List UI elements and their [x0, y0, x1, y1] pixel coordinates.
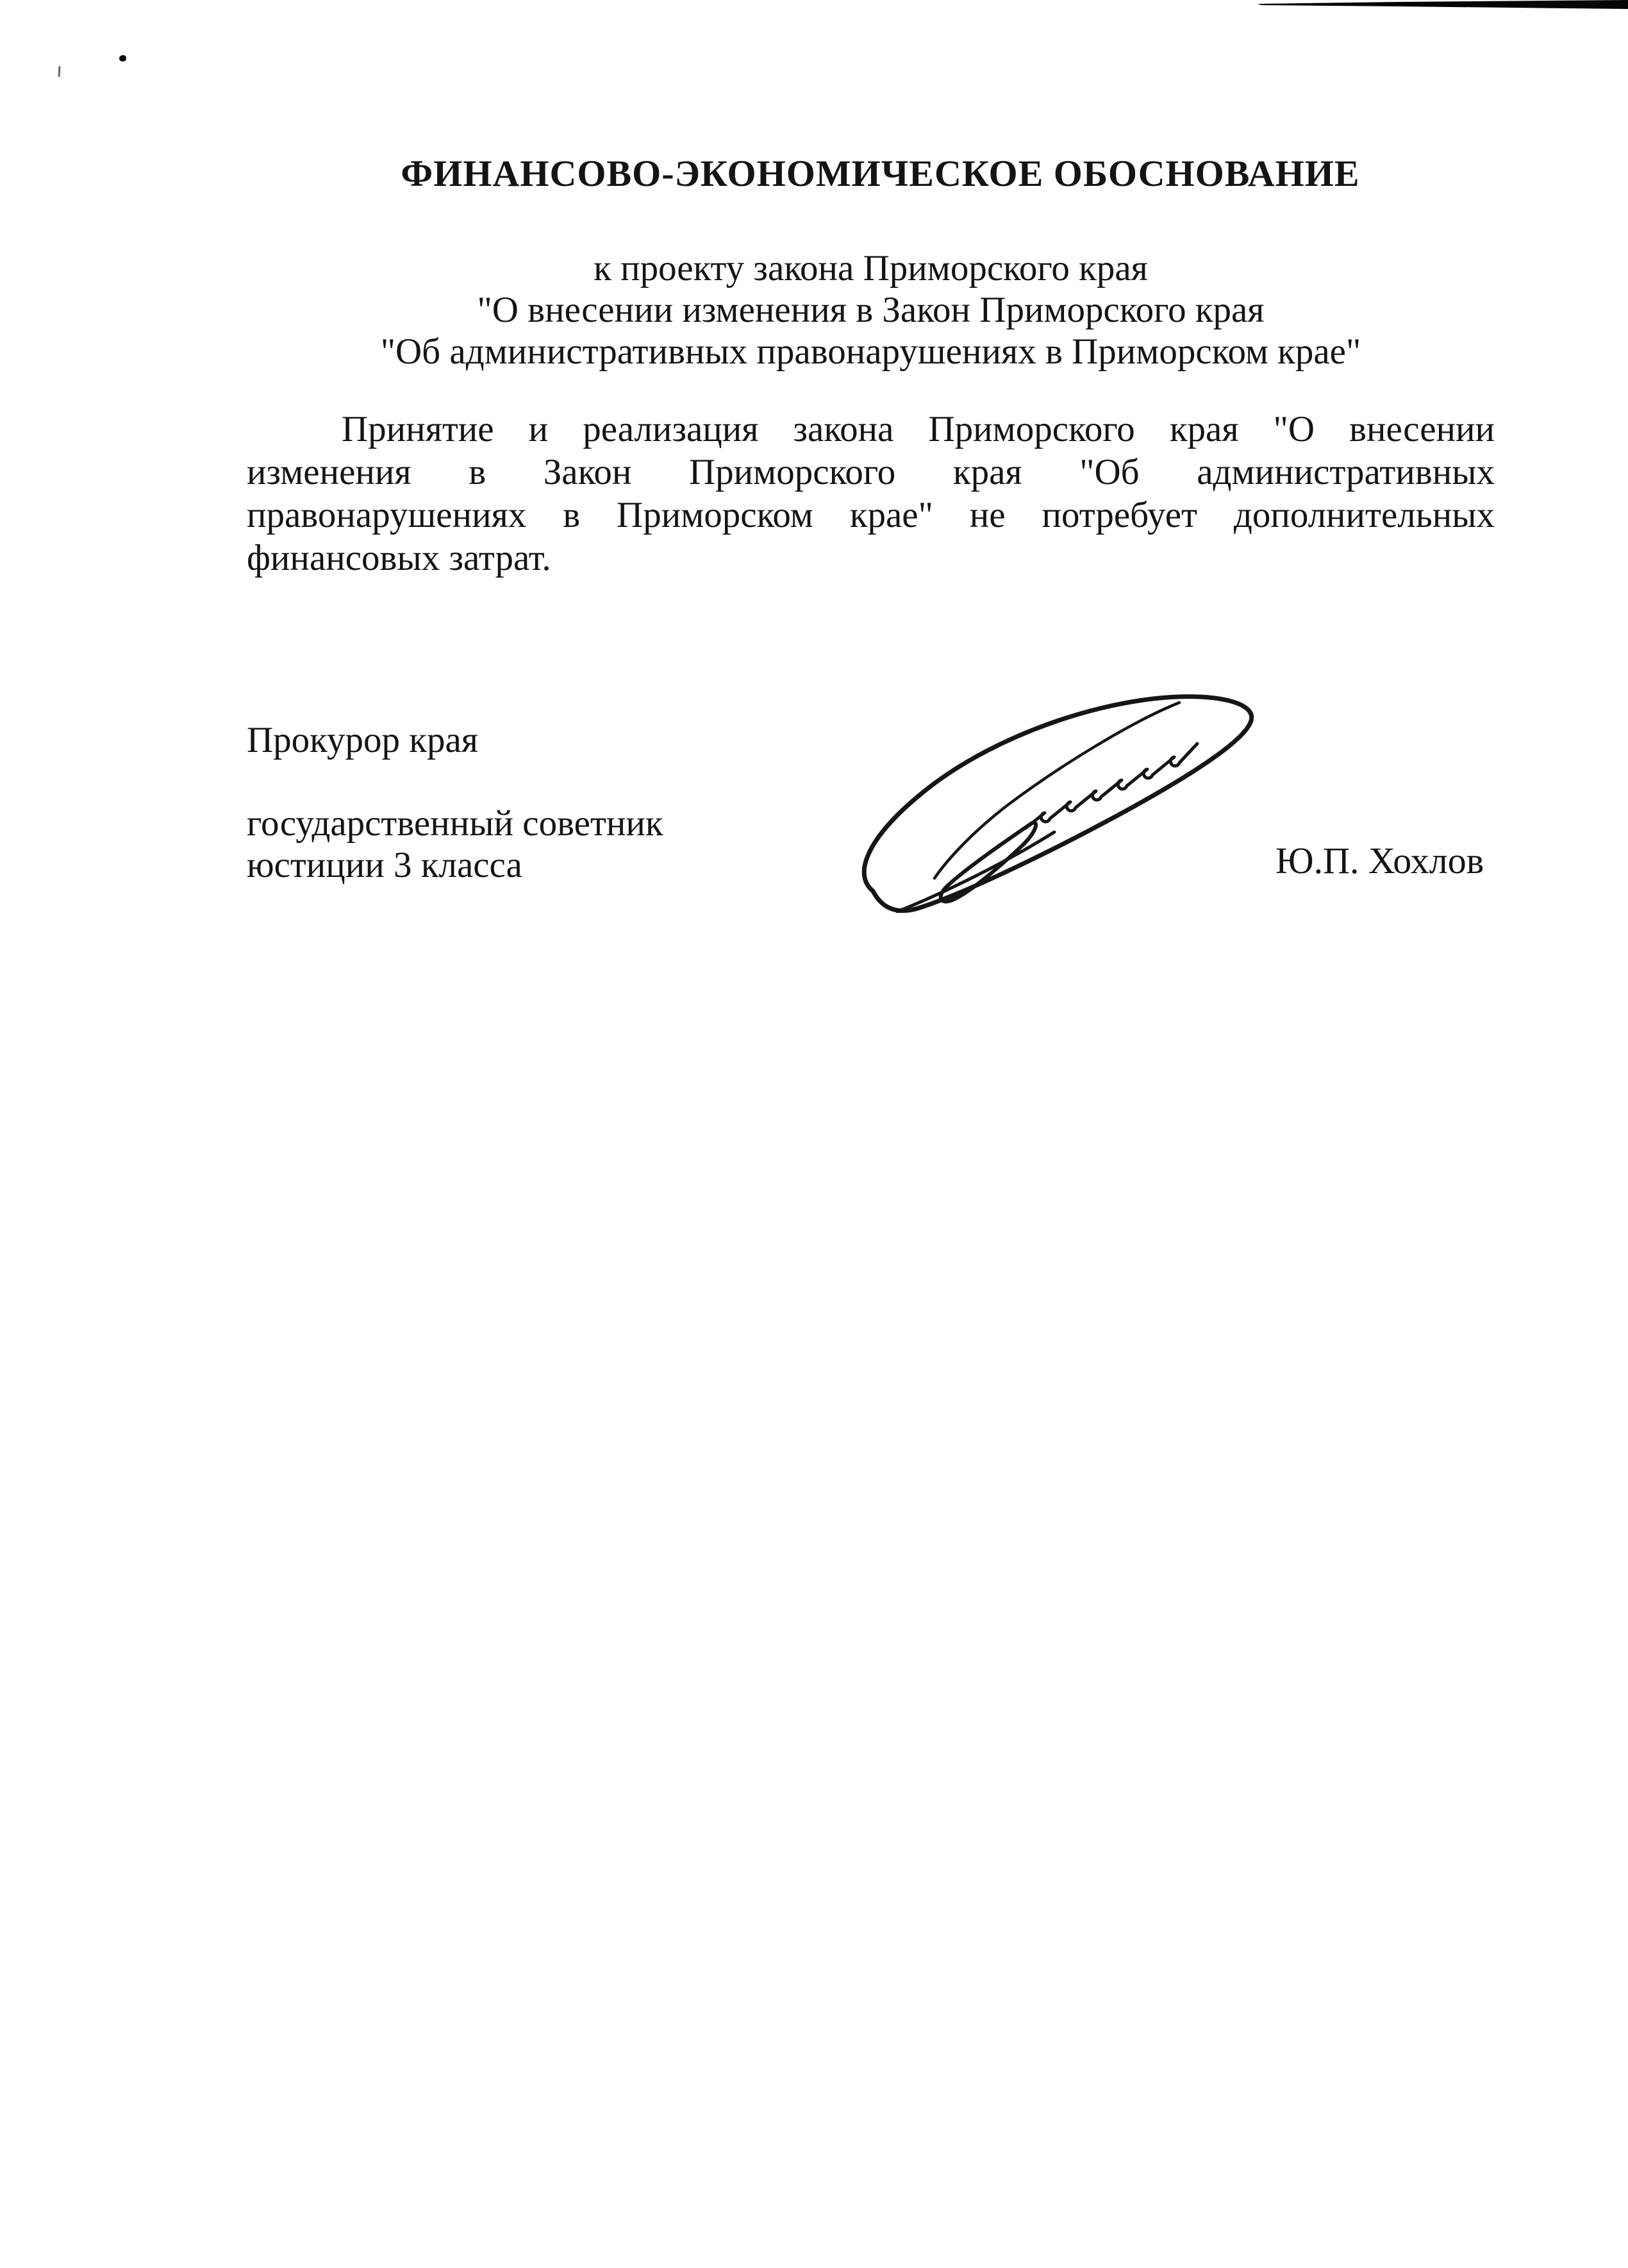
- ink-tick-artifact: [58, 66, 61, 77]
- paragraph-line: финансовых затрат.: [247, 538, 551, 578]
- signer-rank-line1: государственный советник: [247, 803, 663, 844]
- ink-dot-artifact: [119, 55, 126, 62]
- scan-streak-artifact: [0, 0, 1628, 13]
- subtitle-line-2: "О внесении изменения в Закон Приморского края: [477, 290, 1265, 330]
- paragraph-line: изменения в Закон Приморского края "Об административных: [247, 452, 1495, 492]
- subtitle-line-1: к проекту закона Приморского края: [594, 248, 1148, 288]
- signer-post-label: Прокурор края: [247, 720, 479, 760]
- handwritten-signature-icon: [833, 667, 1314, 923]
- paragraph-line: Принятие и реализация закона Приморского края "О внесении: [342, 409, 1495, 449]
- document-title: ФИНАНСОВО-ЭКОНОМИЧЕСКОЕ ОБОСНОВАНИЕ: [401, 153, 1360, 194]
- body-paragraph: [247, 408, 1495, 580]
- document-subtitle: [247, 247, 1495, 372]
- subtitle-line-3: "Об административных правонарушениях в Приморском крае": [380, 331, 1361, 372]
- signer-name: Ю.П. Хохлов: [1275, 840, 1484, 881]
- signer-rank-line2: юстиции 3 класса: [247, 845, 522, 885]
- paragraph-line: правонарушениях в Приморском крае" не потребует дополнительных: [247, 495, 1495, 535]
